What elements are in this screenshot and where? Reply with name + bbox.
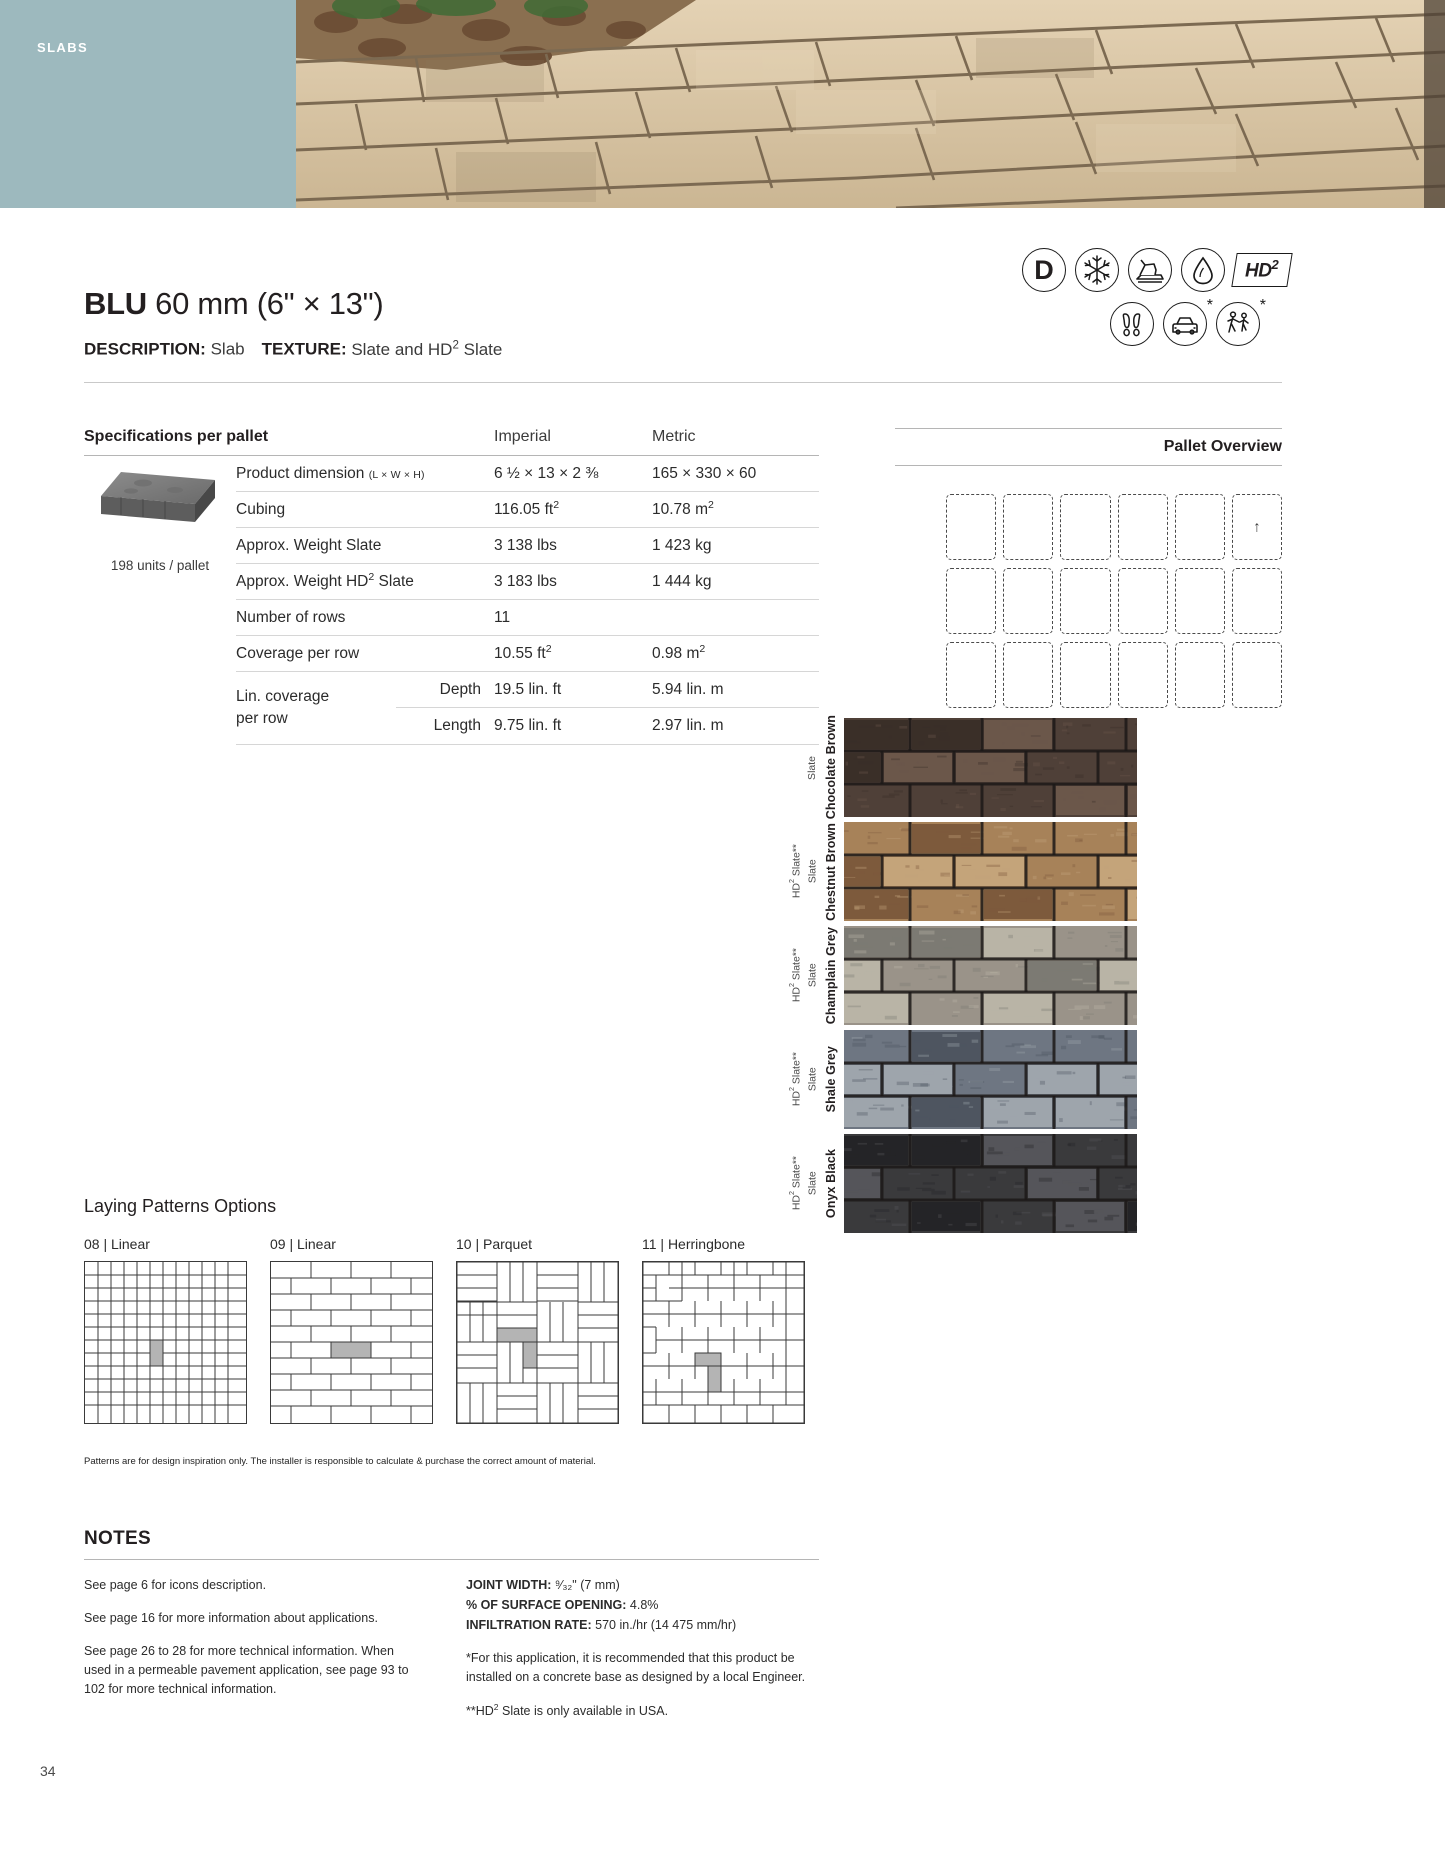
length-label: Length	[433, 717, 481, 734]
pallet-cell	[1232, 494, 1282, 560]
laying-patterns-row	[84, 1236, 819, 1424]
pallet-cell	[1060, 494, 1110, 560]
car-icon-asterisk: *	[1206, 297, 1213, 314]
color-textures: $HD^2$ Slate** Slate	[788, 844, 819, 899]
notes-right-column	[466, 1576, 819, 1721]
pallet-orientation-arrow-icon: ↑	[1253, 518, 1261, 536]
color-textures: $HD^2$ Slate** Slate	[788, 1156, 819, 1211]
specifications-title: Specifications per pallet	[84, 428, 269, 445]
row-metric: 165 × 330 × 60	[652, 464, 757, 482]
color-swatch-image	[844, 822, 1137, 921]
table-row	[236, 600, 819, 636]
color-swatch-labels	[760, 1030, 838, 1129]
color-textures: $HD^2$ Slate** Slate	[788, 1052, 819, 1107]
table-row	[236, 456, 819, 492]
texture-value: Slate and $HD^2$ Slate	[351, 339, 503, 359]
pattern-option[interactable]	[642, 1236, 805, 1424]
infiltration-rate-label: INFILTRATION RATE:	[466, 1617, 592, 1632]
pallet-cell	[1003, 642, 1053, 708]
depth-metric: 5.94 lin. m	[652, 680, 724, 698]
table-row	[236, 492, 819, 528]
description-label: DESCRIPTION:	[84, 339, 206, 359]
note-item: See page 16 for more information about applications.	[84, 1611, 378, 1625]
row-imperial: 10.55 $ft^2$	[494, 643, 552, 663]
pattern-label: 11 | Herringbone	[642, 1236, 745, 1252]
snowflake-icon	[1075, 248, 1119, 292]
attribute-icons-row-2	[990, 297, 1290, 346]
row-imperial: 3 183 lbs	[494, 572, 557, 590]
lin-coverage-block	[236, 672, 819, 745]
pallet-grid	[946, 494, 1282, 708]
pattern-option[interactable]	[456, 1236, 619, 1424]
product-thumbnail-block	[84, 466, 236, 573]
specifications-header	[84, 428, 819, 456]
color-name: Onyx Black	[824, 1148, 838, 1219]
pallet-cell	[1175, 568, 1225, 634]
product-subtitle	[84, 339, 502, 360]
row-metric: 10.78 $m^2$	[652, 499, 714, 519]
notes-left-column	[84, 1576, 466, 1721]
table-row	[236, 636, 819, 672]
laying-patterns	[84, 1196, 819, 1468]
pattern-diagram-grid	[84, 1261, 247, 1424]
row-label: Number of rows	[236, 608, 346, 626]
pattern-option[interactable]	[84, 1236, 247, 1424]
pattern-label: 08 | Linear	[84, 1236, 150, 1252]
water-drop-icon	[1181, 248, 1225, 292]
patterns-disclaimer: Patterns are for design inspiration only. The installer is responsible to calculate & purchase the correct amount of material.	[84, 1456, 596, 1467]
technical-specs	[466, 1576, 819, 1635]
footnote-single-asterisk: *For this application, it is recommended that this product be installed on a concrete base as designed by a local Engineer.	[466, 1651, 806, 1685]
surface-opening-value: 4.8%	[629, 1597, 659, 1612]
color-textures: Slate	[806, 755, 819, 780]
color-swatch-list	[760, 715, 1282, 1238]
notes-divider	[84, 1559, 819, 1560]
hero-photo	[296, 0, 1445, 208]
pallet-cell	[946, 494, 996, 560]
infiltration-rate-value: 570 in./hr (14 475 mm/hr)	[595, 1617, 737, 1632]
color-swatch-image	[844, 1030, 1137, 1129]
color-swatch-row	[760, 926, 1282, 1025]
footnote-double-asterisk: $**HD^2$ Slate is only available in USA.	[466, 1702, 669, 1719]
specifications-rows	[236, 456, 819, 745]
color-swatch-image	[844, 926, 1137, 1025]
lin-coverage-depth-row	[396, 672, 819, 708]
color-swatch-row	[760, 715, 1282, 820]
pallet-cell	[1232, 568, 1282, 634]
crosswalk-icon	[1216, 297, 1266, 346]
pallet-cell	[946, 568, 996, 634]
pallet-cell	[1118, 568, 1168, 634]
joint-width-label: JOINT WIDTH:	[466, 1578, 552, 1592]
car-icon	[1163, 297, 1213, 346]
color-name: Chestnut Brown	[824, 822, 838, 921]
hd2-badge-icon	[1231, 253, 1292, 287]
header-divider	[84, 382, 1282, 383]
pallet-cell	[1060, 568, 1110, 634]
pallet-cell	[1060, 642, 1110, 708]
pattern-diagram-running	[270, 1261, 433, 1424]
section-tab-label: SLABS	[37, 40, 89, 55]
section-tab-slabs	[0, 0, 296, 208]
note-item: See page 26 to 28 for more technical information. When used in a permeable pavement application, see page 93 to 102 for more technical information.	[84, 1644, 409, 1696]
attribute-icons-row-1	[990, 248, 1290, 292]
depth-imperial: 19.5 lin. ft	[494, 680, 562, 698]
row-metric: 1 423 kg	[652, 536, 712, 554]
pattern-option[interactable]	[270, 1236, 433, 1424]
color-name: Champlain Grey	[824, 926, 838, 1025]
note-item: See page 6 for icons description.	[84, 1578, 267, 1592]
color-swatch-row	[760, 822, 1282, 921]
table-row	[236, 564, 819, 600]
laying-patterns-title: Laying Patterns Options	[84, 1196, 277, 1216]
color-swatch-labels	[760, 822, 838, 921]
units-per-pallet: 198 units / pallet	[110, 558, 210, 573]
row-label: Approx. Weight Slate	[236, 536, 382, 554]
product-size: 60 mm (6" × 13")	[155, 286, 384, 321]
color-swatch-image	[844, 718, 1137, 817]
row-label: Cubing	[236, 500, 286, 518]
row-label: Coverage per row	[236, 644, 360, 662]
product-header	[84, 286, 502, 360]
hd2-badge-label: $HD^2$	[1245, 257, 1279, 282]
color-swatch-labels	[760, 926, 838, 1025]
color-swatch-image	[844, 1134, 1137, 1233]
page-banner	[0, 0, 1445, 208]
row-imperial: 6 ½ × 13 × 2 ⅜	[494, 464, 599, 482]
lin-coverage-length-row	[396, 708, 819, 744]
surface-opening-label: % OF SURFACE OPENING:	[466, 1597, 627, 1612]
row-label: Approx. Weight $HD^2$ Slate	[236, 571, 414, 591]
page-title	[84, 286, 502, 322]
pallet-overview	[895, 428, 1282, 708]
notes-title: NOTES	[84, 1528, 151, 1549]
pallet-cell	[1175, 642, 1225, 708]
page-number: 34	[40, 1763, 56, 1779]
color-swatch-row	[760, 1134, 1282, 1233]
joint-width-value: ⁹⁄₃₂" (7 mm)	[554, 1578, 620, 1592]
depth-label: Depth	[439, 680, 481, 698]
color-swatch-labels	[760, 715, 838, 820]
pattern-diagram-parquet	[456, 1261, 619, 1424]
row-metric: 0.98 $m^2$	[652, 643, 706, 663]
pallet-cell	[1118, 642, 1168, 708]
pallet-cell	[1232, 642, 1282, 708]
description-value: Slab	[210, 339, 245, 359]
row-imperial: 11	[494, 608, 511, 626]
notes-section	[84, 1528, 819, 1721]
letter-d-icon	[1022, 248, 1066, 292]
pallet-cell	[1118, 494, 1168, 560]
row-label: Product dimension (L × W × H)	[236, 464, 425, 482]
pallet-cell	[1003, 494, 1053, 560]
pallet-cell	[1003, 568, 1053, 634]
footprints-icon	[1110, 302, 1154, 346]
color-swatch-row	[760, 1030, 1282, 1129]
length-metric: 2.97 lin. m	[652, 717, 724, 734]
column-header-imperial: Imperial	[494, 428, 551, 445]
pattern-diagram-herringbone	[642, 1261, 805, 1424]
paver-machine-icon	[1128, 248, 1172, 292]
table-row	[236, 528, 819, 564]
length-imperial: 9.75 lin. ft	[494, 717, 562, 734]
row-sublabel: (L × W × H)	[368, 468, 425, 481]
attribute-icons	[990, 248, 1290, 346]
row-imperial: 116.05 $ft^2$	[494, 499, 560, 519]
color-name: Chocolate Brown	[824, 715, 838, 820]
pallet-cell	[946, 642, 996, 708]
specifications-table	[84, 428, 819, 745]
pattern-label: 10 | Parquet	[456, 1236, 533, 1252]
pallet-cell	[1175, 494, 1225, 560]
paver-3d-image	[91, 466, 229, 540]
pallet-overview-title: Pallet Overview	[895, 428, 1282, 466]
color-textures: $HD^2$ Slate** Slate	[788, 948, 819, 1003]
letter-d-glyph: D	[1034, 254, 1054, 285]
color-name: Shale Grey	[824, 1046, 838, 1113]
product-name: BLU	[84, 286, 147, 321]
column-header-metric: Metric	[652, 428, 696, 445]
row-imperial: 3 138 lbs	[494, 536, 557, 554]
lin-coverage-label: Lin. coverage per row	[236, 687, 330, 727]
crosswalk-icon-asterisk: *	[1259, 297, 1266, 314]
row-metric: 1 444 kg	[652, 572, 712, 590]
pattern-label: 09 | Linear	[270, 1236, 336, 1252]
texture-label: TEXTURE:	[261, 339, 347, 359]
